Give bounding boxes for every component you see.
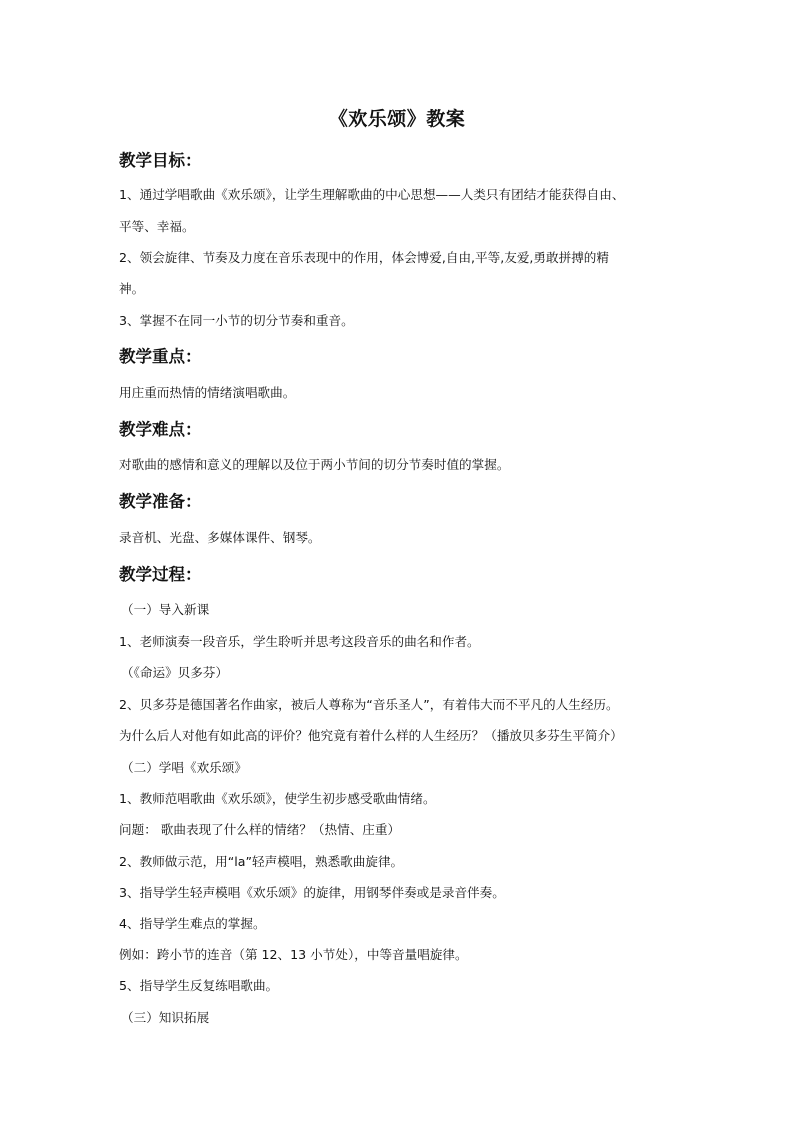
goal-line-4: 神。: [119, 281, 145, 296]
process-line-11: 4、指导学生难点的掌握。: [119, 916, 266, 931]
key-point-line-1: 用庄重而热情的情绪演唱歌曲。: [119, 385, 296, 400]
process-line-6: （二）学唱《欢乐颂》: [121, 760, 247, 775]
heading-difficulties: 教学难点：: [119, 420, 202, 439]
process-line-9: 2、教师做示范，用“la”轻声模唱，熟悉歌曲旋律。: [119, 854, 404, 869]
process-line-7: 1、教师范唱歌曲《欢乐颂》，使学生初步感受歌曲情绪。: [119, 791, 436, 806]
preparation-line-1: 录音机、光盘、多媒体课件、钢琴。: [119, 530, 321, 545]
goal-line-1: 1、通过学唱歌曲《欢乐颂》，让学生理解歌曲的中心思想——人类只有团结才能获得自由、: [119, 187, 625, 202]
process-line-13: 5、指导学生反复练唱歌曲。: [119, 978, 279, 993]
process-line-2: 1、老师演奏一段音乐，学生聆听并思考这段音乐的曲名和作者。: [119, 634, 480, 649]
goal-line-3: 2、领会旋律、节奏及力度在音乐表现中的作用，体会博爱,自由,平等,友爱,勇敢拼搏的精: [119, 250, 609, 265]
heading-key-points: 教学重点：: [119, 347, 202, 366]
document-title: 《欢乐颂》教案: [328, 108, 466, 130]
goal-line-2: 平等、幸福。: [119, 219, 195, 234]
process-line-4: 2、贝多芬是德国著名作曲家，被后人尊称为“音乐圣人”，有着伟大而不平凡的人生经历。: [119, 697, 619, 712]
goal-line-5: 3、掌握不在同一小节的切分节奏和重音。: [119, 313, 354, 328]
process-line-14: （三）知识拓展: [121, 1010, 210, 1025]
heading-teaching-goals: 教学目标：: [119, 151, 202, 170]
process-line-12: 例如：跨小节的连音（第 12、13 小节处），中等音量唱旋律。: [119, 947, 468, 962]
process-line-1: （一）导入新课: [121, 602, 210, 617]
heading-preparation: 教学准备：: [119, 492, 202, 511]
process-line-3: （《命运》贝多芬）: [121, 665, 229, 680]
process-line-8: 问题： 歌曲表现了什么样的情绪？（热情、庄重）: [119, 822, 401, 837]
difficulty-line-1: 对歌曲的感情和意义的理解以及位于两小节间的切分节奏时值的掌握。: [119, 457, 510, 472]
process-line-5: 为什么后人对他有如此高的评价？他究竟有着什么样的人生经历？（播放贝多芬生平简介）: [119, 728, 623, 743]
heading-process: 教学过程：: [119, 565, 202, 584]
process-line-10: 3、指导学生轻声模唱《欢乐颂》的旋律，用钢琴伴奏或是录音伴奏。: [119, 885, 505, 900]
